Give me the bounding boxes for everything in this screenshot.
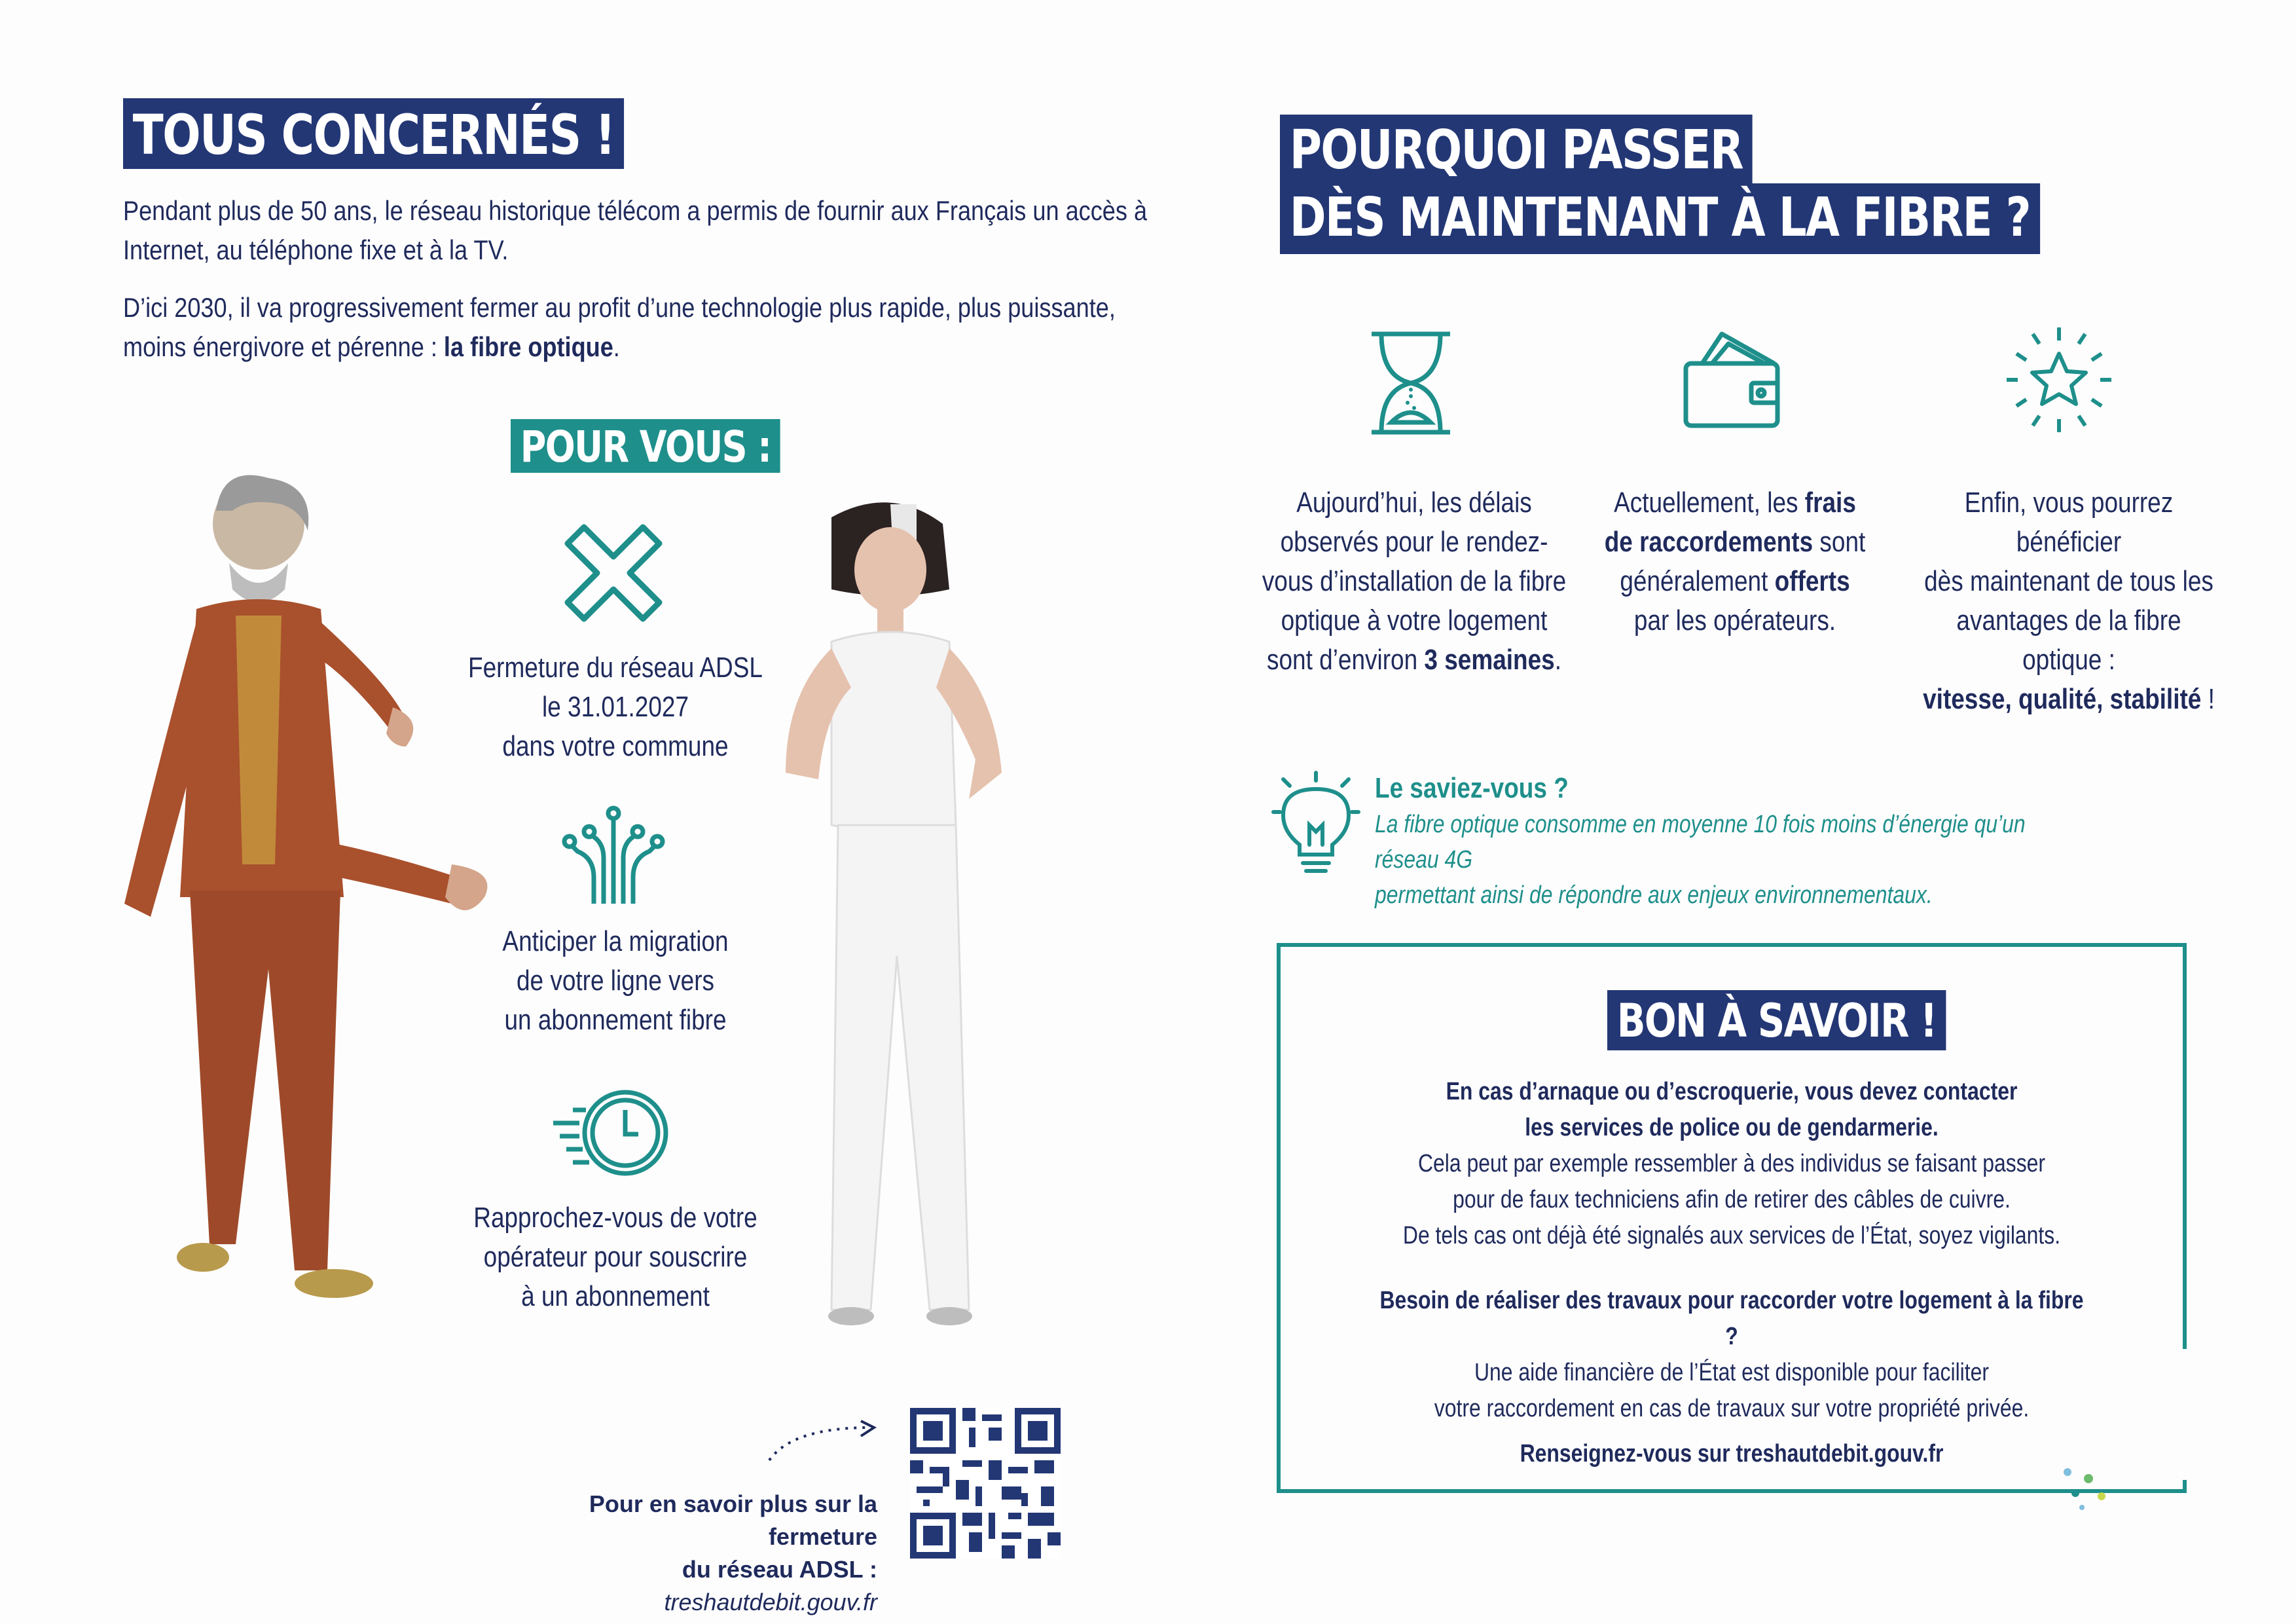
wallet-icon — [1683, 331, 1781, 429]
fibre-optique-emphasis: la fibre optique — [443, 331, 613, 362]
benefit-delays: Aujourd’hui, les délais observés pour le rendez- vous d’installation de la fibre optique à votre logement sont d’environ 3 semaines. — [1262, 487, 1567, 676]
item-migration: Anticiper la migration de votre ligne vers un abonnement fibre — [502, 925, 729, 1036]
intro-paragraph-1: Pendant plus de 50 ans, le réseau historique télécom a permis de fournir aux Français un accès à Internet, au téléphone fixe et à la TV. — [123, 195, 1148, 265]
item-adsl-closure: Fermeture du réseau ADSL le 31.01.2027 dans votre commune — [468, 652, 763, 762]
title-pourquoi-line2: DÈS MAINTENANT À LA FIBRE ? — [1280, 183, 2040, 254]
title-bon-a-savoir: BON À SAVOIR ! — [1607, 990, 1946, 1050]
benefit-costs: Actuellement, les frais de raccordements sont généralement offerts par les opérateurs. — [1604, 487, 1866, 637]
qr-code[interactable] — [910, 1408, 1061, 1559]
title-pour-vous: POUR VOUS : — [511, 419, 780, 473]
saviez-vous-box: Le saviez-vous ? La fibre optique consomme en moyenne 10 fois moins d’énergie qu’un réseau 4G permettant ainsi de répondre aux enjeux environnementaux. — [1375, 772, 2026, 909]
decorative-dots — [2062, 1467, 2115, 1513]
star-icon — [2003, 324, 2115, 435]
treshautdebit-link[interactable]: Renseignez-vous sur treshautdebit.gouv.fr — [1520, 1440, 1944, 1467]
lightbulb-icon — [1277, 773, 1355, 877]
box-gap — [2183, 1349, 2191, 1480]
bon-a-savoir-text: En cas d’arnaque ou d’escroquerie, vous devez contacter les services de police ou de gendarmerie. Cela peut par exemple ressembler à des individus se faisant passer pour de faux techniciens afin de retirer des câbles de cuivre. De tels cas ont déjà été signalés aux services de l’État, soyez vigilants. Besoin de réaliser des travaux pour raccorder votre logement à la fibre ? Une aide financière de l’État est disponible pour faciliter votre raccordement en cas de travaux sur votre propriété privée. Renseignez-vous sur treshautdebit.gouv.fr — [1379, 1078, 2084, 1467]
benefit-advantages: Enfin, vous pourrez bénéficier dès maintenant de tous les avantages de la fibre optique : vitesse, qualité, stabilité ! — [1923, 487, 2215, 715]
title-text: TOUS CONCERNÉS ! — [132, 103, 615, 167]
item-operator: Rapprochez-vous de votre opérateur pour souscrire à un abonnement — [473, 1202, 757, 1312]
network-fiber-icon — [564, 805, 663, 904]
title-tous-concernes — [123, 98, 624, 169]
clock-speed-icon — [553, 1087, 671, 1179]
qr-caption: Pour en savoir plus sur la fermeture du réseau ADSL : treshautdebit.gouv.fr — [589, 1490, 877, 1615]
intro-paragraph-2: D’ici 2030, il va progressivement fermer au profit d’une technologie plus rapide, plus puissante, moins énergivore et pérenne : la fibre optique. — [123, 292, 1116, 362]
hourglass-icon — [1368, 331, 1453, 435]
arrow-icon — [766, 1418, 877, 1464]
title-pourquoi-line1: POURQUOI PASSER — [1280, 115, 1753, 187]
qr-link[interactable]: treshautdebit.gouv.fr — [664, 1589, 877, 1615]
woman-illustration — [759, 498, 1034, 1342]
man-illustration — [118, 471, 498, 1336]
cross-icon — [564, 524, 663, 622]
